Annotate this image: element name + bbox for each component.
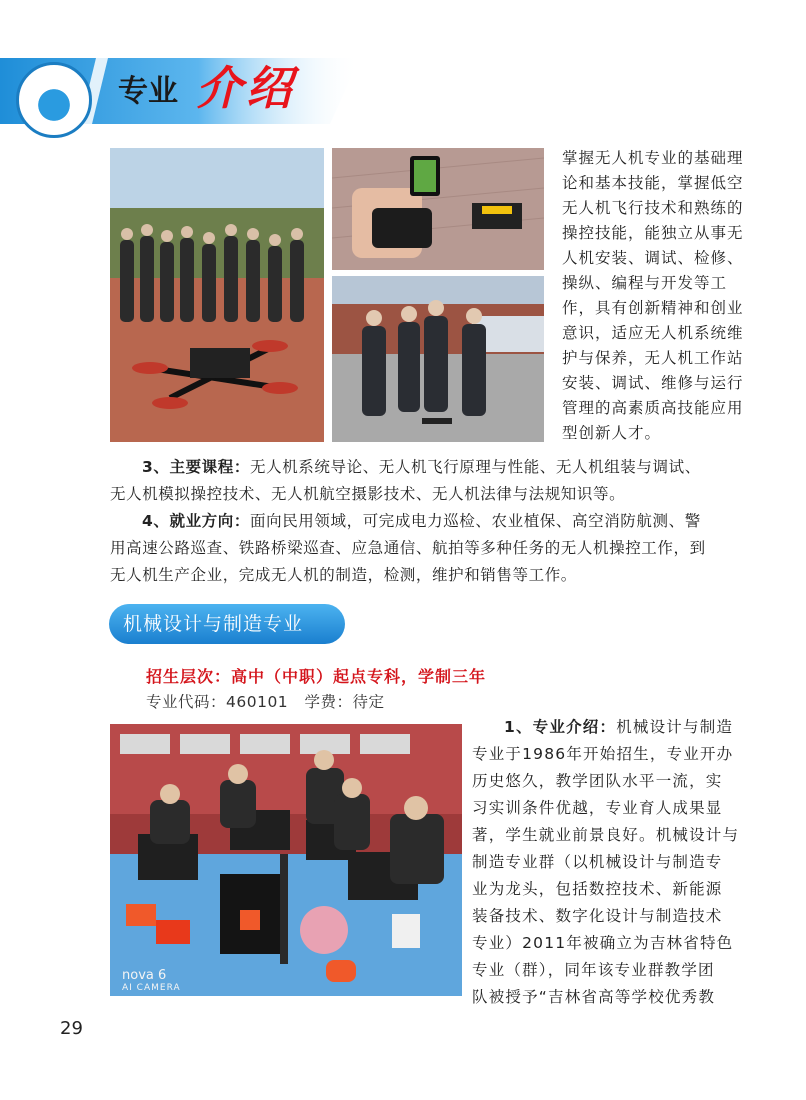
description-line: 型创新人才。 (562, 424, 662, 442)
description-line: 人机安装、调试、检修、 (562, 249, 744, 267)
description-line: 安装、调试、维修与运行 (562, 374, 744, 392)
intro-text: 专业于1986年开始招生，专业开办 (472, 745, 734, 763)
intro-text: 装备技术、数字化设计与制造技术 (472, 907, 723, 925)
jobs-text: 面向民用领域，可完成电力巡检、农业植保、高空消防航测、警 (250, 512, 701, 530)
intro-text: 著，学生就业前景良好。机械设计与 (472, 826, 740, 844)
description-line: 操纵、编程与开发等工 (562, 274, 728, 292)
drone-major-description (562, 146, 762, 446)
intro-text: 制造专业群（以机械设计与制造专 (472, 853, 723, 871)
description-line: 作，具有创新精神和创业 (562, 299, 744, 317)
intro-text: 机械设计与制造 (616, 718, 734, 736)
major-code-fee: 专业代码：460101 学费：待定 (146, 693, 385, 711)
school-logo (16, 62, 92, 138)
intro-text: 专业）2011年被确立为吉林省特色 (472, 934, 734, 952)
intro-text: 专业（群），同年该专业群教学团 (472, 961, 715, 979)
intro-text: 习实训条件优越，专业育人成果显 (472, 799, 723, 817)
intro-label: 1、专业介绍： (504, 718, 617, 736)
description-line: 论和基本技能，掌握低空 (562, 174, 744, 192)
intro-text: 业为龙头，包括数控技术、新能源 (472, 880, 723, 898)
camera-watermark: nova 6 AI CAMERA (122, 968, 181, 993)
main-courses (110, 454, 770, 508)
photo-mechanical-lab (110, 724, 462, 996)
photo-drone-controller (332, 148, 544, 270)
description-line: 管理的高素质高技能应用 (562, 399, 744, 417)
photo-drone-group (332, 276, 544, 442)
courses-text: 无人机模拟操控技术、无人机航空摄影技术、无人机法律与法规知识等。 (110, 485, 626, 503)
description-line: 掌握无人机专业的基础理 (562, 149, 744, 167)
jobs-label: 4、就业方向： (142, 512, 250, 530)
photo-drone-students (110, 148, 324, 442)
description-line: 意识，适应无人机系统维 (562, 324, 744, 342)
header-title: 专业 (118, 74, 178, 109)
major-title: 机械设计与制造专业 (109, 604, 345, 644)
header-accent-title: 介绍 (196, 61, 296, 115)
courses-text: 无人机系统导论、无人机飞行原理与性能、无人机组装与调试、 (250, 458, 701, 476)
intro-text: 队被授予“吉林省高等学校优秀教 (472, 988, 716, 1006)
description-line: 操控技能，能独立从事无 (562, 224, 744, 242)
jobs-text: 用高速公路巡查、铁路桥梁巡查、应急通信、航拍等多种任务的无人机操控工作，到 (110, 539, 706, 557)
jobs-text: 无人机生产企业，完成无人机的制造，检测，维护和销售等工作。 (110, 566, 577, 584)
intro-text: 历史悠久，教学团队水平一流，实 (472, 772, 723, 790)
mechanical-intro (472, 714, 772, 1011)
career-direction (110, 508, 780, 589)
enrollment-level: 招生层次：高中（中职）起点专科，学制三年 (146, 667, 487, 686)
description-line: 护与保养，无人机工作站 (562, 349, 744, 367)
description-line: 无人机飞行技术和熟练的 (562, 199, 744, 217)
page-number: 29 (60, 1018, 83, 1039)
courses-label: 3、主要课程： (142, 458, 250, 476)
